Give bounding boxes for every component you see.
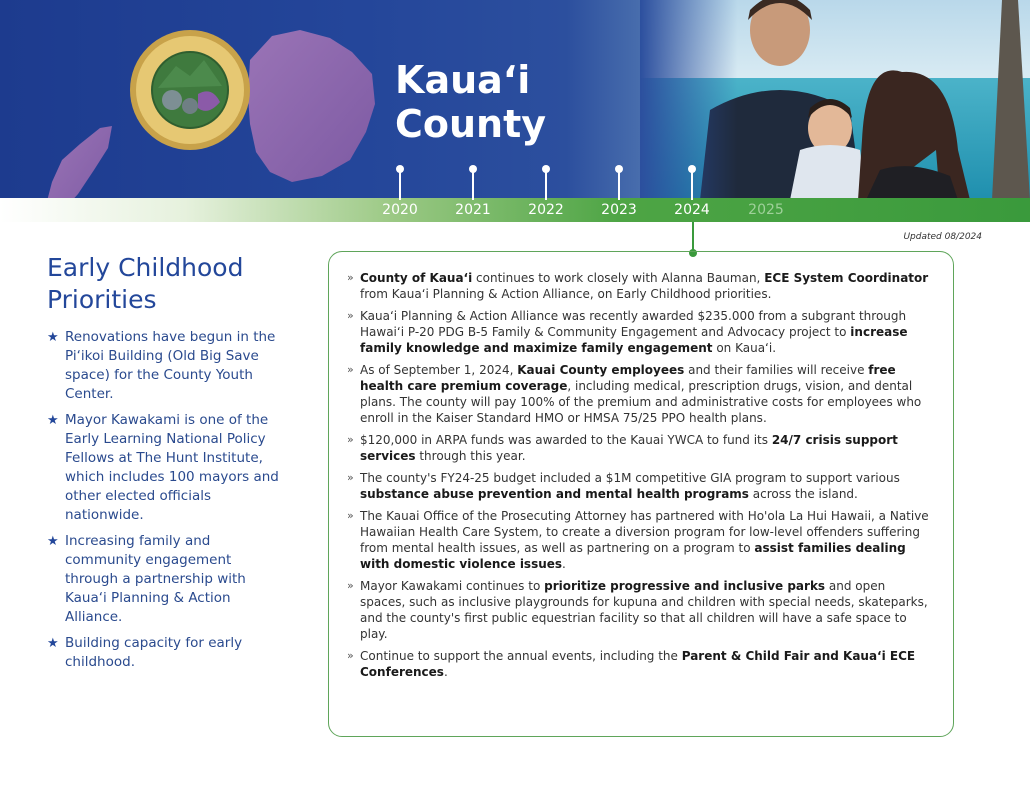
updated-date: Updated 08/2024 xyxy=(903,232,982,242)
update-item xyxy=(347,432,933,464)
star-icon: ★ xyxy=(47,330,59,345)
timeline-year-2022: 2022 xyxy=(528,202,564,218)
update-item-text: and open spaces, such as inclusive playgrounds for kupuna and children with special needs, skateparks, and the county's first public equestrian facility so that all children will have a safe space to play. xyxy=(360,579,928,641)
list-item-text: Renovations have begun in the Pi‘ikoi Building (Old Big Save space) for the County Youth Center. xyxy=(65,329,276,402)
list-item xyxy=(47,411,287,525)
chevron-right-icon: » xyxy=(347,363,354,376)
family-photo xyxy=(640,0,1030,200)
star-icon: ★ xyxy=(47,636,59,651)
chevron-right-icon: » xyxy=(347,271,354,284)
update-item-bold-text: free health care premium coverage xyxy=(360,363,896,393)
timeline-tick xyxy=(691,168,693,200)
update-item-text: The county's FY24-25 budget included a $1M competitive GIA program to support various xyxy=(360,471,900,485)
timeline-year-2020: 2020 xyxy=(382,202,418,218)
updates-list xyxy=(347,270,933,680)
update-item xyxy=(347,508,933,572)
chevron-right-icon: » xyxy=(347,509,354,522)
timeline-tick xyxy=(618,168,620,200)
update-item-bold-text: County of Kaua‘i xyxy=(360,271,473,285)
list-item xyxy=(47,328,287,404)
update-item-text: . xyxy=(443,665,448,679)
update-item-bold-text: Parent & Child Fair and Kaua‘i ECE Conferences xyxy=(360,649,916,679)
update-item xyxy=(347,362,933,426)
update-item-text: and their families will receive xyxy=(684,363,869,377)
timeline-tick xyxy=(545,168,547,200)
update-item-bold-text: prioritize progressive and inclusive parks xyxy=(544,579,826,593)
list-item-text: Increasing family and community engagement through a partnership with Kaua‘i Planning & Action Alliance. xyxy=(65,533,246,625)
update-item xyxy=(347,470,933,502)
update-item-text: on Kaua‘i. xyxy=(712,341,777,355)
update-item-text: The Kauai Office of the Prosecuting Attorney has partnered with Ho'ola La Hui Hawaii, a Native Hawaiian Health Care System, to create a diversion program for low-level offenders suffering from mental health issues, as well as partnering on a program to xyxy=(360,509,929,555)
update-item-text: continues to work closely with Alanna Bauman, xyxy=(472,271,765,285)
update-item-text: $120,000 in ARPA funds was awarded to the Kauai YWCA to fund its xyxy=(360,433,772,447)
header-banner xyxy=(0,0,1030,222)
list-item-text: Building capacity for early childhood. xyxy=(65,635,243,670)
priorities-sidebar xyxy=(47,252,287,679)
chevron-right-icon: » xyxy=(347,579,354,592)
timeline-tick xyxy=(472,168,474,200)
update-item-text: Mayor Kawakami continues to xyxy=(360,579,545,593)
update-item-text: Continue to support the annual events, including the xyxy=(360,649,682,663)
star-icon: ★ xyxy=(47,413,59,428)
title-line-2: County xyxy=(395,102,547,146)
update-item-text: Kaua‘i Planning & Action Alliance was recently awarded $235.000 from a subgrant through Hawai‘i P-20 PDG B-5 Family & Community Engagement and Advocacy project to xyxy=(360,309,907,339)
update-item-bold-text: 24/7 crisis support services xyxy=(360,433,898,463)
update-item xyxy=(347,578,933,642)
chevron-right-icon: » xyxy=(347,433,354,446)
priorities-list xyxy=(47,328,287,672)
title-line-1: Kaua‘i xyxy=(395,58,531,102)
update-item-text: across the island. xyxy=(748,487,858,501)
list-item xyxy=(47,532,287,627)
list-item-text: Mayor Kawakami is one of the Early Learning National Policy Fellows at The Hunt Institute, which includes 100 mayors and other elected officials nationwide. xyxy=(65,412,279,523)
timeline-year-2023: 2023 xyxy=(601,202,637,218)
chevron-right-icon: » xyxy=(347,649,354,662)
updates-box xyxy=(328,251,954,737)
update-item-text: , including medical, prescription drugs, vision, and dental plans. The county will pay 100% of the premium and administrative costs for employees who enroll in the Kaiser Standard HMO or HMSA 75/25 PPO health plans. xyxy=(360,379,922,425)
update-item xyxy=(347,270,933,302)
timeline-tick xyxy=(399,168,401,200)
update-item-bold-text: assist families dealing with domestic violence issues xyxy=(360,541,906,571)
update-item-text: . xyxy=(562,557,566,571)
page-title xyxy=(395,58,546,146)
list-item xyxy=(47,634,287,672)
star-icon: ★ xyxy=(47,534,59,549)
chevron-right-icon: » xyxy=(347,471,354,484)
update-item-bold-text: Kauai County employees xyxy=(517,363,685,377)
timeline-year-2025: 2025 xyxy=(748,202,784,218)
update-item-text: As of September 1, 2024, xyxy=(360,363,518,377)
priorities-heading: Early Childhood Priorities xyxy=(47,253,244,314)
timeline-bar xyxy=(0,198,1030,222)
update-item-bold-text: ECE System Coordinator xyxy=(764,271,929,285)
chevron-right-icon: » xyxy=(347,309,354,322)
update-item xyxy=(347,308,933,356)
timeline-year-2024: 2024 xyxy=(674,202,710,218)
update-item xyxy=(347,648,933,680)
update-item-text: through this year. xyxy=(415,449,526,463)
update-item-bold-text: substance abuse prevention and mental health programs xyxy=(360,487,749,501)
timeline-year-2021: 2021 xyxy=(455,202,491,218)
update-item-text: from Kaua‘i Planning & Action Alliance, on Early Childhood priorities. xyxy=(360,287,772,301)
update-item-bold-text: increase family knowledge and maximize family engagement xyxy=(360,325,908,355)
county-seal-icon xyxy=(128,28,252,152)
timeline-connector xyxy=(692,222,694,252)
